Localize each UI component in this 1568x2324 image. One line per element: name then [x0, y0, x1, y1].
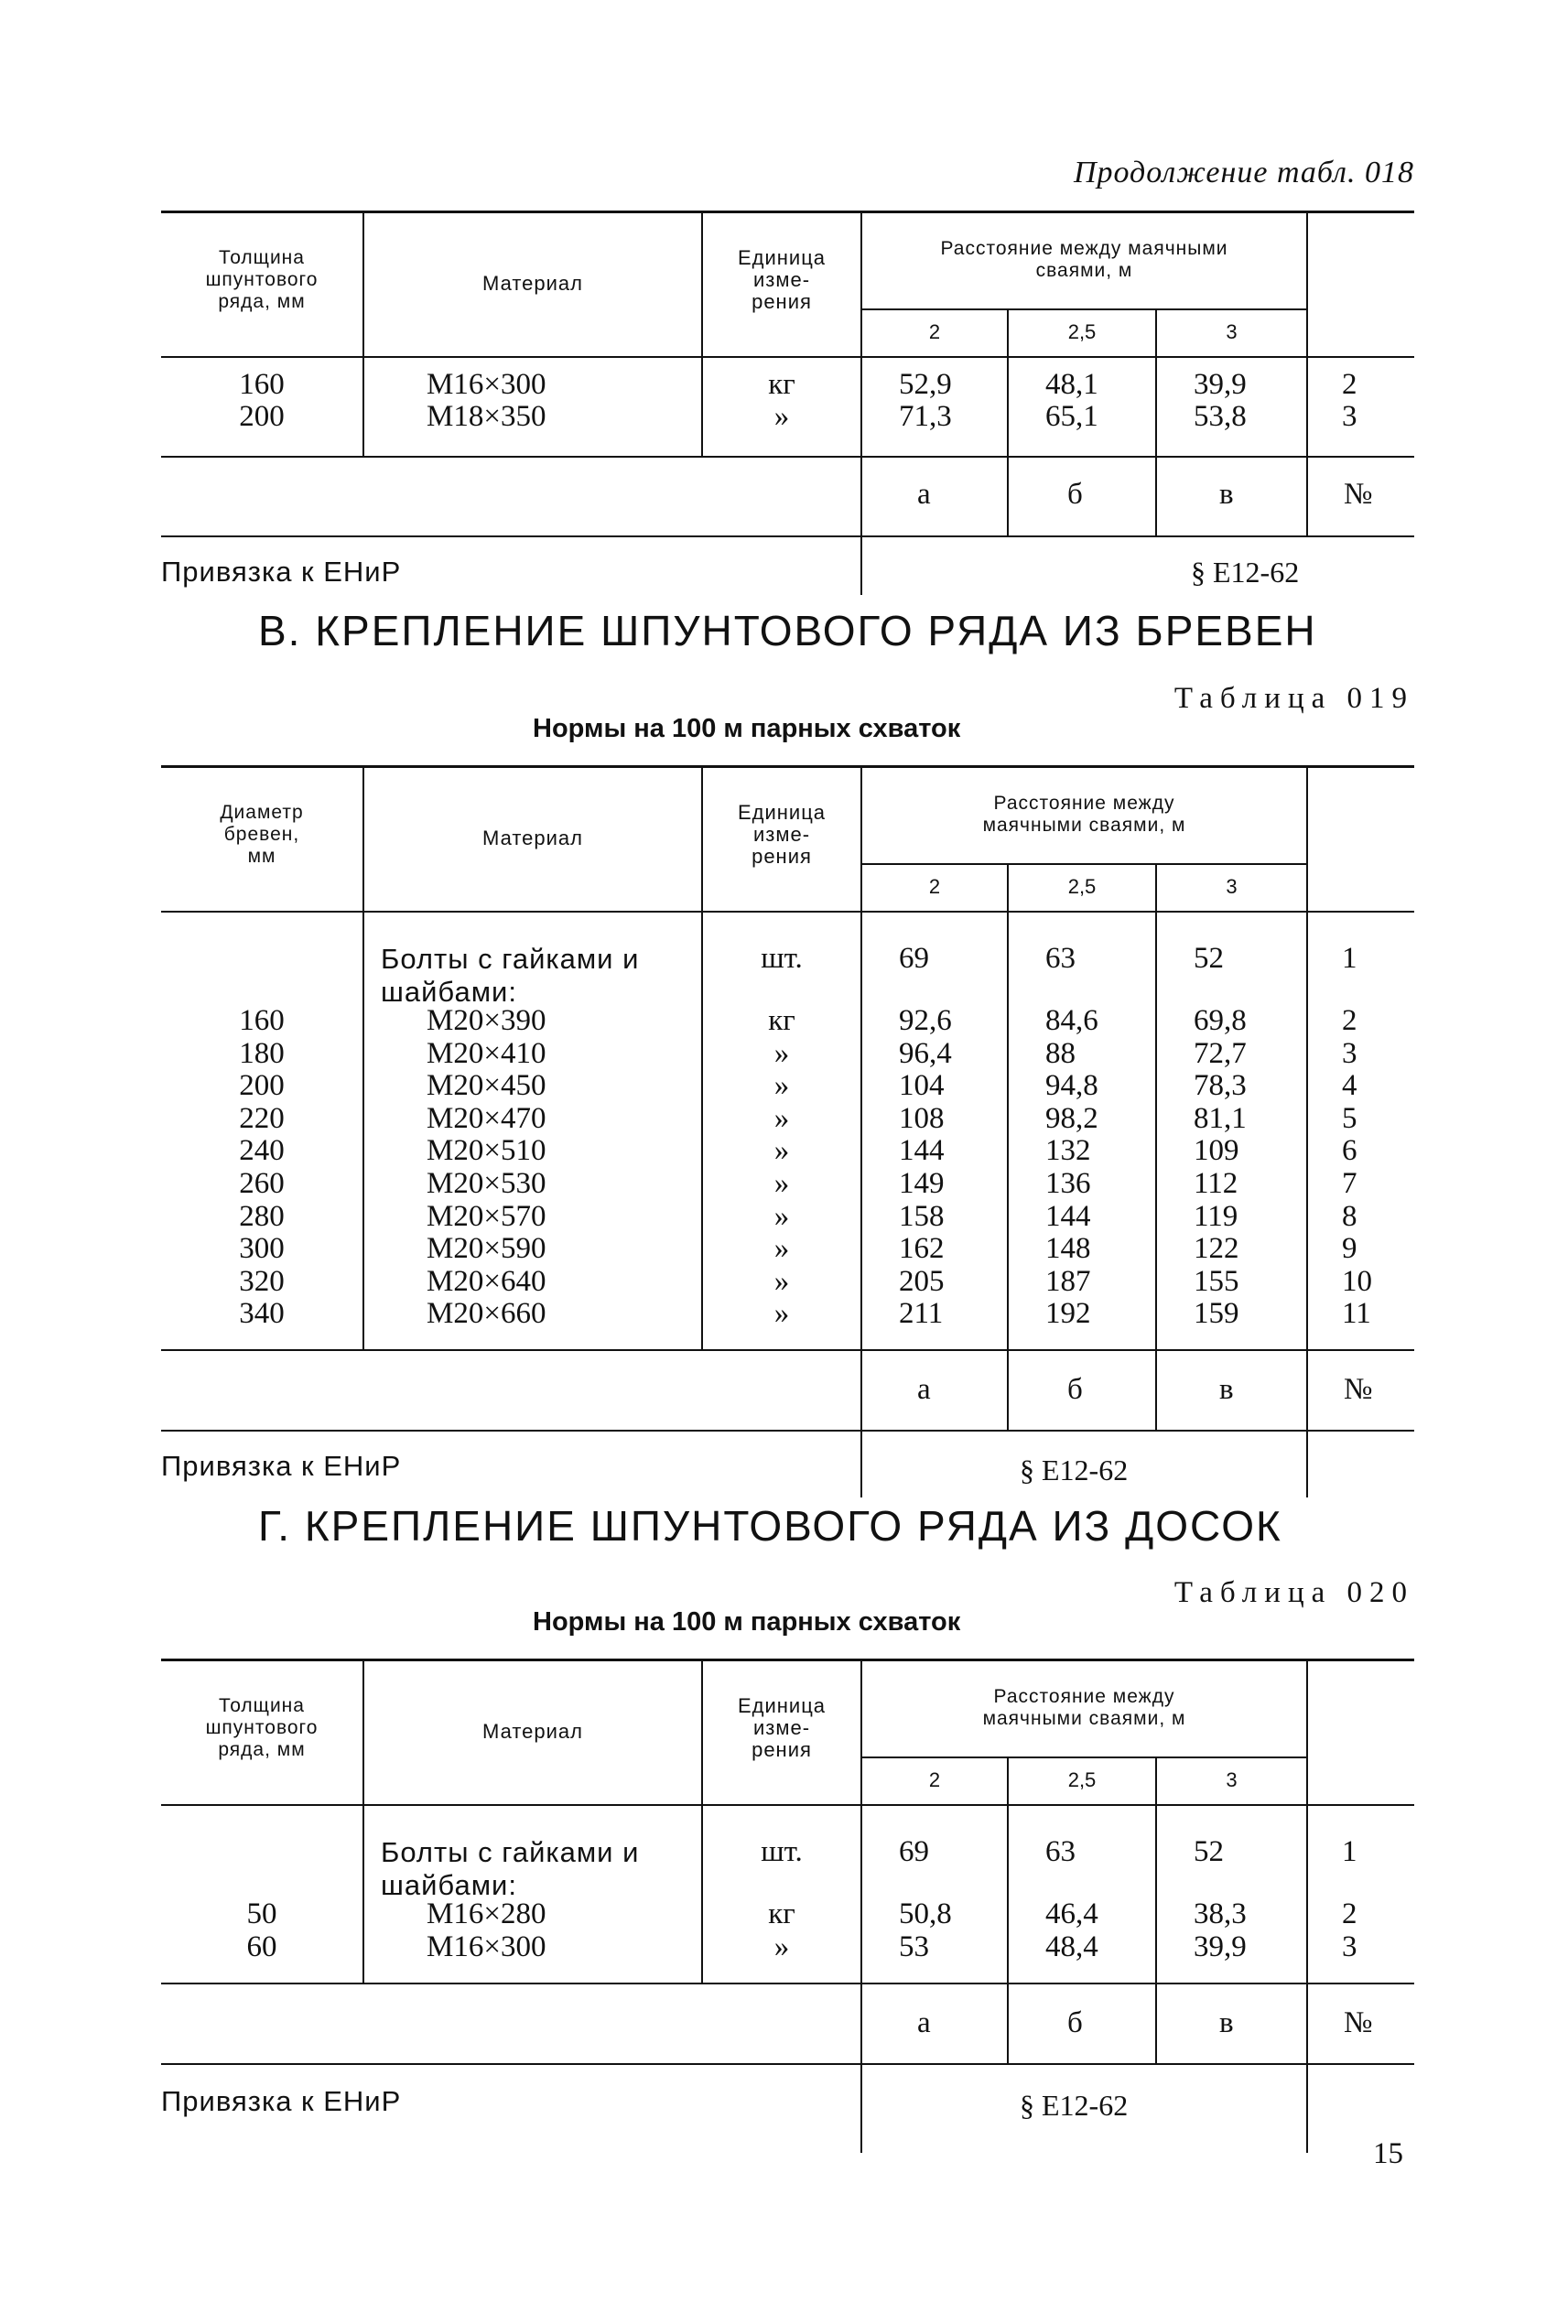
cell-v: 39,9 — [1194, 368, 1247, 401]
cell-v: 112 — [1194, 1167, 1238, 1200]
cell-b: 63 — [1045, 942, 1076, 975]
cell-a: 69 — [899, 942, 929, 975]
table-row — [161, 1005, 1414, 1037]
section-title-v: В. КРЕПЛЕНИЕ ШПУНТОВОГО РЯДА ИЗ БРЕВЕН — [258, 607, 1317, 654]
cell-material: М20×660 — [427, 1297, 546, 1331]
footer-a: а — [917, 478, 931, 511]
subheader-3: 3 — [1226, 875, 1238, 898]
footer-bottom-rule — [161, 535, 1414, 537]
cell-v: 39,9 — [1194, 1929, 1247, 1963]
cell-material: М16×280 — [427, 1897, 546, 1930]
cell-thickness: 300 — [239, 1232, 285, 1266]
cell-material-group: Болты с гайками и шайбами: — [381, 1836, 640, 1901]
table-top-rule — [161, 765, 1414, 768]
header-distance: Расстояние между маячными сваями, м — [982, 1686, 1186, 1729]
subheader-3: 3 — [1226, 320, 1238, 343]
table-label-019: Таблица 019 — [1173, 682, 1414, 715]
cell-unit: кг — [768, 1897, 795, 1930]
table-row — [161, 1298, 1414, 1330]
table-row — [161, 943, 1414, 975]
cell-unit: » — [773, 1069, 790, 1103]
cell-unit: » — [773, 1232, 790, 1266]
table-label-020: Таблица 020 — [1173, 1576, 1414, 1609]
header-distance: Расстояние между маячными сваями, м — [982, 793, 1186, 836]
header-bottom-rule — [161, 356, 1414, 358]
cell-a: 144 — [899, 1134, 945, 1168]
cell-a: 108 — [899, 1101, 945, 1135]
cell-a: 211 — [899, 1297, 944, 1331]
cell-thickness: 160 — [239, 1004, 285, 1037]
subheader-2-5: 2,5 — [1067, 320, 1097, 343]
cell-material: М20×590 — [427, 1232, 546, 1266]
footer-v: в — [1219, 478, 1234, 511]
cell-b: 48,4 — [1045, 1929, 1098, 1963]
cell-n: 1 — [1342, 1835, 1357, 1868]
cell-unit: кг — [768, 368, 795, 401]
table-row — [161, 1931, 1414, 1963]
footer-no: № — [1344, 1373, 1373, 1406]
cell-material: М20×470 — [427, 1101, 546, 1135]
table-row — [161, 1135, 1414, 1167]
cell-unit: » — [773, 1199, 790, 1233]
header-bottom-rule — [161, 911, 1414, 913]
cell-n: 2 — [1342, 1897, 1357, 1930]
cell-material: М20×390 — [427, 1004, 546, 1037]
binding-label: Привязка к ЕНиР — [161, 2085, 402, 2117]
cell-material-group: Болты с гайками и шайбами: — [381, 943, 640, 1008]
cell-v: 72,7 — [1194, 1036, 1247, 1070]
cell-unit: » — [773, 1134, 790, 1168]
cell-b: 148 — [1045, 1232, 1091, 1266]
table-row — [161, 401, 1414, 433]
table-row — [161, 1103, 1414, 1135]
body-bottom-rule — [161, 1349, 1414, 1351]
cell-material: М20×570 — [427, 1199, 546, 1233]
cell-b: 136 — [1045, 1167, 1091, 1200]
cell-n: 2 — [1342, 368, 1357, 401]
cell-b: 187 — [1045, 1264, 1091, 1298]
subheader-2: 2 — [928, 875, 941, 898]
cell-unit: » — [773, 1297, 790, 1331]
header-bottom-rule — [161, 1804, 1414, 1806]
cell-unit: » — [773, 1101, 790, 1135]
cell-unit: » — [773, 1929, 790, 1963]
table-top-rule — [161, 1659, 1414, 1661]
binding-label: Привязка к ЕНиР — [161, 556, 402, 588]
header-material: Материал — [482, 827, 583, 849]
cell-a: 71,3 — [899, 400, 952, 433]
cell-a: 50,8 — [899, 1897, 952, 1930]
cell-n: 3 — [1342, 1036, 1357, 1070]
cell-v: 81,1 — [1194, 1101, 1247, 1135]
subheader-rule — [860, 1757, 1306, 1758]
table-row — [161, 1836, 1414, 1868]
cell-b: 88 — [1045, 1036, 1076, 1070]
cell-n: 3 — [1342, 1929, 1357, 1963]
cell-n: 4 — [1342, 1069, 1357, 1103]
footer-v: в — [1219, 1373, 1234, 1406]
cell-material: М16×300 — [427, 1929, 546, 1963]
table-row — [161, 1266, 1414, 1298]
cell-thickness: 160 — [239, 368, 285, 401]
table-row — [161, 369, 1414, 401]
table-020 — [161, 1659, 1414, 2153]
cell-material: М20×510 — [427, 1134, 546, 1168]
cell-thickness: 60 — [246, 1929, 277, 1963]
cell-thickness: 320 — [239, 1264, 285, 1298]
cell-v: 52 — [1194, 942, 1224, 975]
cell-thickness: 340 — [239, 1297, 285, 1331]
header-unit: Единица изме- рения — [737, 246, 827, 313]
header-thickness: Толщина шпунтового ряда, мм — [205, 1695, 319, 1760]
cell-b: 65,1 — [1045, 400, 1098, 433]
cell-b: 98,2 — [1045, 1101, 1098, 1135]
body-bottom-rule — [161, 456, 1414, 458]
table-row — [161, 1070, 1414, 1102]
table-019 — [161, 765, 1414, 1497]
cell-b: 192 — [1045, 1297, 1091, 1331]
cell-v: 119 — [1194, 1199, 1238, 1233]
table-row — [161, 1233, 1414, 1265]
cell-material: М20×640 — [427, 1264, 546, 1298]
footer-no: № — [1344, 2006, 1373, 2039]
cell-v: 122 — [1194, 1232, 1239, 1266]
cell-b: 94,8 — [1045, 1069, 1098, 1103]
cell-n: 3 — [1342, 400, 1357, 433]
cell-n: 7 — [1342, 1167, 1357, 1200]
section-title-g: Г. КРЕПЛЕНИЕ ШПУНТОВОГО РЯДА ИЗ ДОСОК — [258, 1502, 1282, 1550]
table-row — [161, 1038, 1414, 1070]
continuation-title: Продолжение табл. 018 — [1073, 156, 1414, 189]
cell-a: 96,4 — [899, 1036, 952, 1070]
cell-unit: шт. — [761, 1835, 803, 1868]
header-unit: Единица изме- рения — [737, 1694, 827, 1761]
cell-a: 92,6 — [899, 1004, 952, 1037]
paragraph-ref: § Е12-62 — [1020, 1454, 1129, 1486]
footer-b: б — [1067, 478, 1083, 511]
table-018 — [161, 211, 1414, 595]
cell-n: 1 — [1342, 942, 1357, 975]
cell-thickness: 260 — [239, 1167, 285, 1200]
table-row — [161, 1898, 1414, 1930]
cell-n: 11 — [1342, 1297, 1371, 1331]
cell-v: 159 — [1194, 1297, 1239, 1331]
norms-title-019: Нормы на 100 м парных схваток — [533, 714, 961, 743]
cell-a: 104 — [899, 1069, 945, 1103]
cell-material: М20×530 — [427, 1167, 546, 1200]
footer-a: а — [917, 1373, 931, 1406]
subheader-2: 2 — [928, 320, 941, 343]
cell-n: 5 — [1342, 1101, 1357, 1135]
cell-v: 109 — [1194, 1134, 1239, 1168]
table-top-rule — [161, 211, 1414, 213]
subheader-2-5: 2,5 — [1067, 1768, 1097, 1791]
binding-label: Привязка к ЕНиР — [161, 1450, 402, 1482]
cell-material: М20×450 — [427, 1069, 546, 1103]
cell-b: 46,4 — [1045, 1897, 1098, 1930]
footer-no: № — [1344, 478, 1373, 511]
cell-n: 10 — [1342, 1264, 1372, 1298]
cell-v: 38,3 — [1194, 1897, 1247, 1930]
footer-bottom-rule — [161, 2063, 1414, 2065]
cell-unit: кг — [768, 1004, 795, 1037]
cell-b: 63 — [1045, 1835, 1076, 1868]
cell-thickness: 50 — [246, 1897, 277, 1930]
cell-v: 78,3 — [1194, 1069, 1247, 1103]
cell-v: 69,8 — [1194, 1004, 1247, 1037]
cell-thickness: 220 — [239, 1101, 285, 1135]
norms-title-020: Нормы на 100 м парных схваток — [533, 1607, 961, 1637]
paragraph-ref: § Е12-62 — [1020, 2089, 1129, 2122]
cell-thickness: 180 — [239, 1036, 285, 1070]
cell-thickness: 240 — [239, 1134, 285, 1168]
subheader-3: 3 — [1226, 1768, 1238, 1791]
header-diameter: Диаметр бревен, мм — [220, 802, 304, 867]
footer-b: б — [1067, 2006, 1083, 2039]
cell-a: 52,9 — [899, 368, 952, 401]
paragraph-ref: § Е12-62 — [1191, 556, 1300, 589]
page-number: 15 — [1373, 2137, 1403, 2170]
cell-n: 9 — [1342, 1232, 1357, 1266]
footer-v: в — [1219, 2006, 1234, 2039]
cell-n: 8 — [1342, 1199, 1357, 1233]
cell-v: 53,8 — [1194, 400, 1247, 433]
header-material: Материал — [482, 1720, 583, 1743]
cell-n: 2 — [1342, 1004, 1357, 1037]
cell-v: 52 — [1194, 1835, 1224, 1868]
cell-material: М18×350 — [427, 400, 546, 433]
footer-bottom-rule — [161, 1430, 1414, 1432]
cell-b: 48,1 — [1045, 368, 1098, 401]
cell-a: 158 — [899, 1199, 945, 1233]
cell-unit: » — [773, 1167, 790, 1200]
cell-a: 205 — [899, 1264, 945, 1298]
subheader-2-5: 2,5 — [1067, 875, 1097, 898]
table-row — [161, 1201, 1414, 1233]
cell-a: 162 — [899, 1232, 945, 1266]
cell-material: М20×410 — [427, 1036, 546, 1070]
cell-unit: шт. — [761, 942, 803, 975]
body-bottom-rule — [161, 1983, 1414, 1984]
header-thickness: Толщина шпунтового ряда, мм — [205, 247, 319, 312]
header-unit: Единица изме- рения — [737, 801, 827, 868]
footer-b: б — [1067, 1373, 1083, 1406]
cell-thickness: 200 — [239, 1069, 285, 1103]
subheader-rule — [860, 863, 1306, 865]
cell-v: 155 — [1194, 1264, 1239, 1298]
header-material: Материал — [482, 272, 583, 295]
cell-a: 53 — [899, 1929, 929, 1963]
table-row — [161, 1168, 1414, 1200]
cell-thickness: 280 — [239, 1199, 285, 1233]
header-distance: Расстояние между маячными сваями, м — [940, 238, 1228, 281]
cell-b: 144 — [1045, 1199, 1091, 1233]
cell-material: М16×300 — [427, 368, 546, 401]
cell-unit: » — [773, 1036, 790, 1070]
subheader-rule — [860, 308, 1306, 310]
cell-b: 84,6 — [1045, 1004, 1098, 1037]
cell-unit: » — [773, 1264, 790, 1298]
footer-a: а — [917, 2006, 931, 2039]
cell-a: 149 — [899, 1167, 945, 1200]
cell-b: 132 — [1045, 1134, 1091, 1168]
cell-unit: » — [773, 400, 790, 433]
cell-a: 69 — [899, 1835, 929, 1868]
cell-n: 6 — [1342, 1134, 1357, 1168]
cell-thickness: 200 — [239, 400, 285, 433]
subheader-2: 2 — [928, 1768, 941, 1791]
